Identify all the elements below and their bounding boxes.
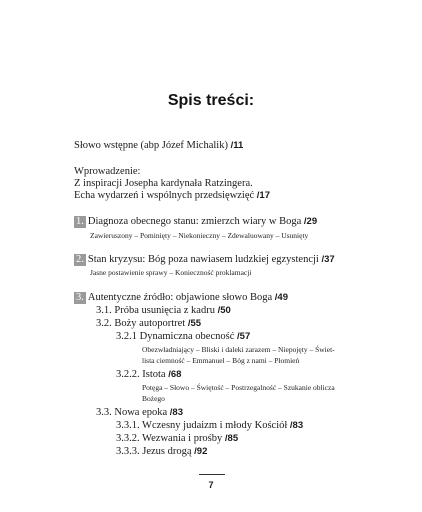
entry-page: /49: [274, 292, 289, 303]
entry-text: 3.3.2. Wezwania i prośby: [116, 433, 223, 444]
entry-text: 3.3. Nowa epoka: [96, 407, 168, 418]
toc-section-3-2-2: [116, 369, 181, 381]
toc-section-3-3-1: [116, 420, 303, 432]
chapter-number: 3.: [76, 292, 84, 303]
entry-text: Słowo wstępne (abp Józef Michalik): [74, 140, 228, 151]
toc-entry-intro-line-2: [74, 178, 253, 190]
entry-keywords: Obezwładniający – Bliski i daleki zarazem – Niepojęty – Świet-: [142, 345, 335, 354]
toc-entry-intro-line-3: [74, 190, 270, 202]
toc-chapter-2: [74, 254, 335, 266]
entry-text: 3.1. Próba usunięcia z kadru: [96, 305, 215, 316]
toc-section-3-2: [96, 318, 201, 330]
entry-text: 3.2.2. Istota: [116, 369, 166, 380]
chapter-number: 2.: [76, 254, 84, 265]
toc-entry-preface: [74, 140, 243, 152]
toc-chapter-2-keywords: [90, 267, 251, 278]
entry-keywords: Jasne postawienie sprawy – Konieczność proklamacji: [90, 268, 252, 277]
toc-section-3-2-2-keywords-1: [142, 382, 335, 393]
toc-section-3-2-1-keywords-1: [142, 344, 335, 355]
entry-text: 3.3.3. Jezus drogą: [116, 446, 192, 457]
entry-keywords: Bożego: [142, 394, 165, 403]
entry-text: Stan kryzysu: Bóg poza nawiasem ludzkiej egzystencji: [87, 254, 319, 265]
entry-text: 3.2. Boży autoportret: [96, 318, 186, 329]
entry-page: /17: [256, 190, 271, 201]
toc-chapter-3: [74, 292, 288, 304]
toc-section-3-1: [96, 305, 231, 317]
entry-keywords: Zawieruszony – Pominięty – Niekonieczny – Zdewaluowany – Usunięty: [90, 231, 309, 240]
entry-text: Diagnoza obecnego stanu: zmierzch wiary w Boga: [87, 216, 302, 227]
entry-page: /85: [224, 433, 239, 444]
toc-chapter-1-keywords: [90, 230, 308, 241]
entry-keywords: lista ciemność – Emmanuel – Bóg z nami – Płomień: [142, 356, 300, 365]
toc-section-3-2-1-keywords-2: [142, 355, 299, 366]
entry-page: /55: [187, 318, 202, 329]
page-number: 7: [208, 480, 214, 490]
entry-page: /29: [303, 216, 318, 227]
page-title: Spis treści:: [167, 92, 255, 109]
entry-page: /83: [289, 420, 304, 431]
toc-section-3-3-2: [116, 433, 238, 445]
entry-text: Wprowadzenie:: [74, 166, 141, 177]
footer-rule: [199, 474, 225, 475]
toc-section-3-2-1: [116, 331, 250, 343]
entry-text: Echa wydarzeń i wspólnych przedsięwzięć: [74, 190, 255, 201]
toc-entry-intro-heading: [74, 166, 140, 178]
toc-section-3-2-2-keywords-2: [142, 393, 165, 404]
entry-page: /57: [237, 331, 251, 342]
toc-section-3-3: [96, 407, 183, 419]
entry-keywords: Potęga – Słowo – Świętość – Postrzegalność – Szukanie oblicza: [142, 383, 335, 392]
entry-text: Autentyczne źródło: objawione słowo Boga: [87, 292, 273, 303]
chapter-number: 1.: [76, 216, 84, 227]
entry-page: /68: [168, 369, 182, 380]
entry-page: /83: [169, 407, 183, 418]
entry-page: /50: [217, 305, 231, 316]
toc-section-3-3-3: [116, 446, 207, 458]
entry-text: 3.2.1 Dynamiczna obecność: [116, 331, 235, 342]
entry-text: Z inspiracji Josepha kardynała Ratzingera.: [74, 178, 253, 189]
entry-page: /92: [194, 446, 208, 457]
entry-text: 3.3.1. Wczesny judaizm i młody Kościół: [116, 420, 288, 431]
entry-page: /37: [321, 254, 335, 265]
toc-chapter-1: [74, 216, 317, 228]
entry-page: /11: [230, 140, 244, 151]
